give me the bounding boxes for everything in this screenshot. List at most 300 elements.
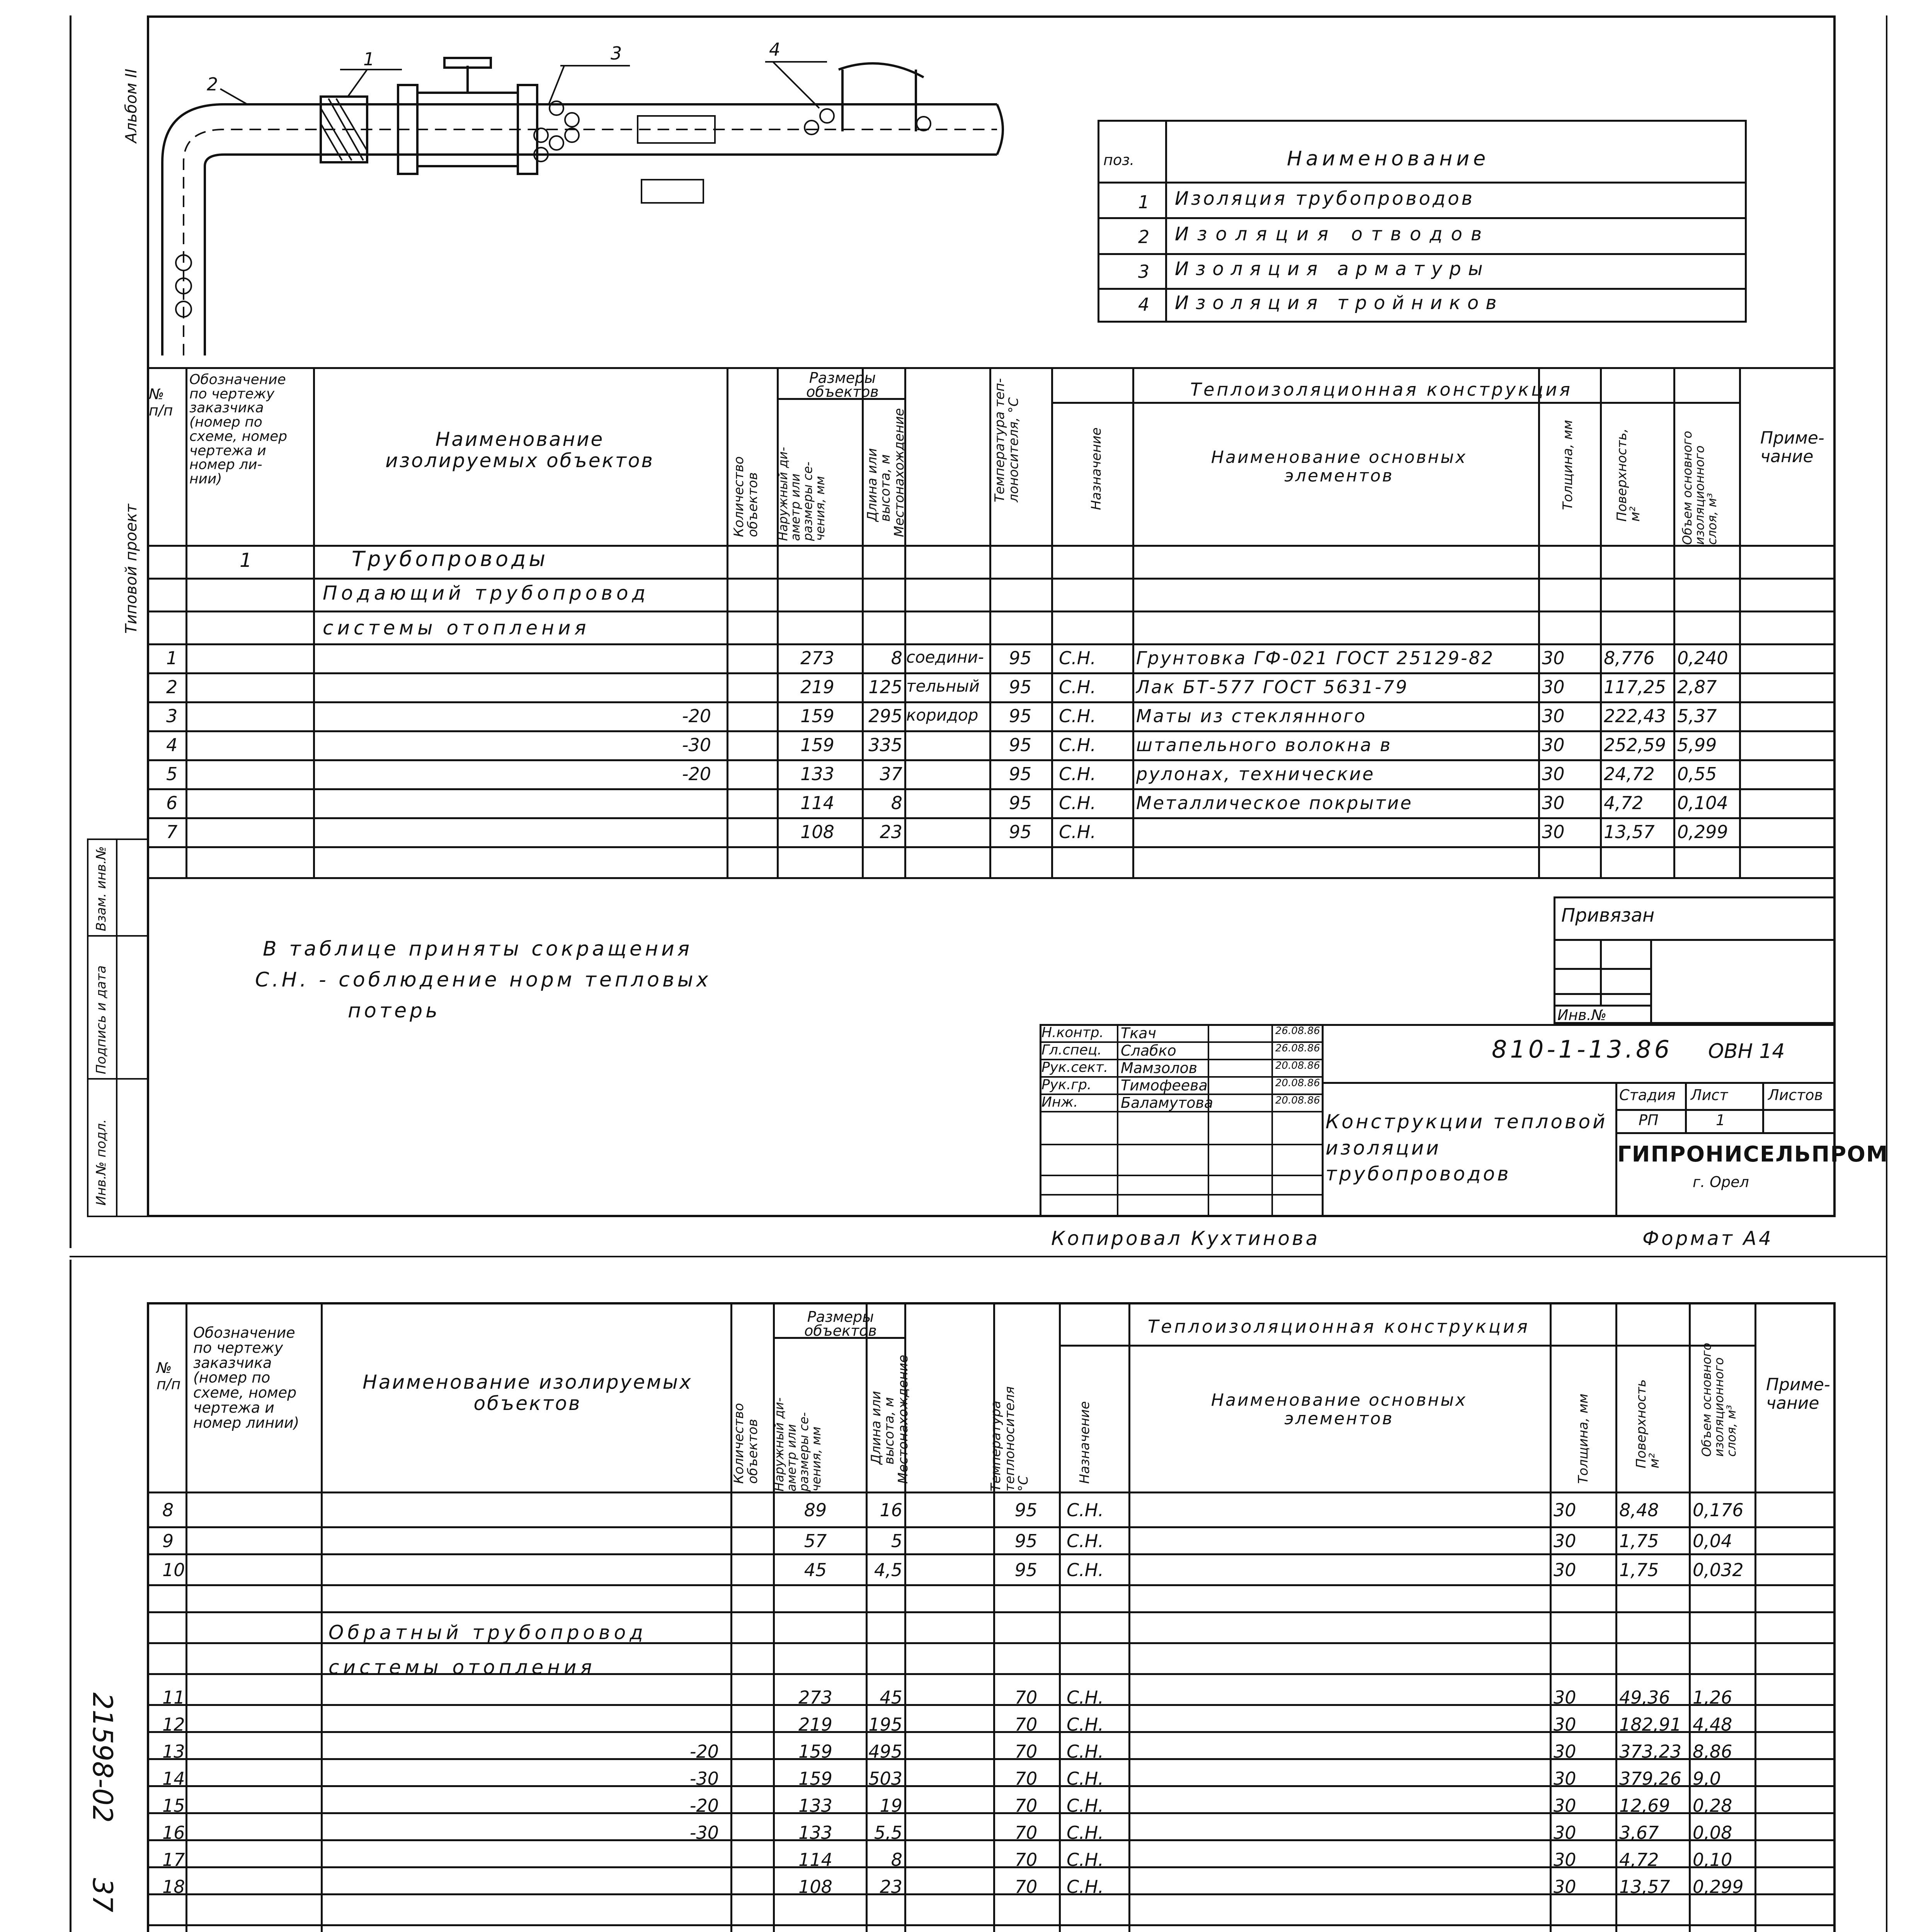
sheet1-col-line-6 xyxy=(989,367,991,877)
row-temp: 95 xyxy=(1009,821,1032,842)
sheet2-col-line-9 xyxy=(1550,1302,1552,1932)
row-name: -20 xyxy=(682,706,711,726)
centerline xyxy=(184,129,997,355)
row-volume: 9,0 xyxy=(1693,1768,1721,1789)
stamp1-sign-row-7 xyxy=(1040,1175,1322,1176)
row-volume: 0,28 xyxy=(1693,1795,1732,1816)
sheet1-row-line-3 xyxy=(147,643,1836,645)
s1-subsection-1: Подающий трубопровод xyxy=(323,582,649,604)
row-thickness: 30 xyxy=(1554,1560,1576,1580)
sheet2-col-line-1 xyxy=(321,1302,323,1932)
row-purpose: С.Н. xyxy=(1059,706,1096,726)
row-num: 12 xyxy=(162,1714,185,1735)
signer-role: Гл.спец. xyxy=(1041,1042,1102,1058)
h2-diam: Наружный ди- аметр или размеры се- чения, мм xyxy=(772,1397,824,1492)
h1-sizes: Размеры объектов xyxy=(806,369,879,401)
row-diameter: 114 xyxy=(798,1849,832,1870)
s1-note-1: В таблице приняты сокращения xyxy=(263,937,693,961)
sheet1-col-line-12 xyxy=(1739,367,1741,877)
row-volume: 2,87 xyxy=(1677,677,1717,697)
row-num: 15 xyxy=(162,1795,185,1816)
row-temp: 70 xyxy=(1014,1876,1038,1897)
row-elements: Лак БТ-577 ГОСТ 5631-79 xyxy=(1136,677,1409,697)
row-length: 23 xyxy=(880,1876,902,1897)
row-num: 18 xyxy=(162,1876,185,1897)
sheet1-col-line-11 xyxy=(1673,367,1675,877)
side-page-number: 37 xyxy=(87,1878,118,1913)
row-temp: 95 xyxy=(1009,793,1032,813)
s1-note-2: С.Н. - соблюдение норм тепловых xyxy=(255,968,711,992)
legend-name-4: Изоляция тройников xyxy=(1175,292,1504,314)
sheet1-col-line-1 xyxy=(313,367,315,877)
row-purpose: С.Н. xyxy=(1059,648,1096,668)
sheet1-col-line-3 xyxy=(777,367,779,877)
stamp1-sign-row-3 xyxy=(1040,1076,1322,1078)
row-location: тельный xyxy=(906,677,980,696)
sheet2-row-line-4 xyxy=(147,1611,1836,1613)
sheet2-row-line-15 xyxy=(147,1924,1836,1926)
stamp1-sheet-label: Лист xyxy=(1691,1087,1728,1104)
row-temp: 95 xyxy=(1009,648,1032,668)
row-diameter: 159 xyxy=(798,1741,832,1762)
sheet2-row-line-2 xyxy=(147,1553,1836,1555)
row-surface: 222,43 xyxy=(1604,706,1666,726)
row-thickness: 30 xyxy=(1554,1741,1576,1762)
row-purpose: С.Н. xyxy=(1059,793,1096,813)
sheet1-col-line-9 xyxy=(1538,367,1540,877)
row-volume: 1,26 xyxy=(1693,1687,1732,1708)
signer-name: Мамзолов xyxy=(1121,1060,1198,1077)
row-thickness: 30 xyxy=(1554,1795,1576,1816)
row-length: 4,5 xyxy=(874,1560,902,1580)
row-surface: 373,23 xyxy=(1619,1741,1681,1762)
right-edge xyxy=(1886,15,1887,1932)
stamp1-sign-row-8 xyxy=(1040,1194,1322,1196)
row-thickness: 30 xyxy=(1542,735,1565,755)
sheet1-row-line-5 xyxy=(147,701,1836,703)
stamp1-h-code xyxy=(1322,1082,1836,1084)
row-volume: 0,08 xyxy=(1693,1822,1732,1843)
row-temp: 95 xyxy=(1014,1531,1038,1551)
row-thickness: 30 xyxy=(1554,1768,1576,1789)
row-length: 19 xyxy=(880,1795,902,1816)
elbow-outer xyxy=(162,104,997,355)
stamp1-lb-v2 xyxy=(1650,939,1652,1024)
row-num: 3 xyxy=(166,706,178,726)
sheet2-col-line-7 xyxy=(1059,1302,1061,1932)
h2-construction: Теплоизоляционная конструкция xyxy=(1148,1316,1530,1337)
row-purpose: С.Н. xyxy=(1067,1849,1104,1870)
row-length: 8 xyxy=(891,1849,902,1870)
row-thickness: 30 xyxy=(1542,793,1565,813)
row-temp: 70 xyxy=(1014,1795,1038,1816)
row-length: 335 xyxy=(868,735,902,755)
sheet1-row-line-9 xyxy=(147,817,1836,819)
h1-location: Местонахождение xyxy=(892,408,907,537)
row-temp: 70 xyxy=(1014,1849,1038,1870)
row-diameter: 114 xyxy=(800,793,834,813)
side-vzam: Взам. инв.№ xyxy=(94,846,109,931)
row-num: 7 xyxy=(166,821,178,842)
stamp1-title: Конструкции тепловой изоляции трубопроводов xyxy=(1326,1111,1608,1185)
row-num: 4 xyxy=(166,735,178,755)
row-thickness: 30 xyxy=(1554,1714,1576,1735)
row-num: 16 xyxy=(162,1822,185,1843)
row-purpose: С.Н. xyxy=(1067,1795,1104,1816)
stamp1-lb-h2 xyxy=(1554,968,1650,970)
row-purpose: С.Н. xyxy=(1059,821,1096,842)
stamp1-copied: Копировал Кухтинова xyxy=(1051,1227,1320,1250)
signer-date: 20.08.86 xyxy=(1275,1095,1320,1106)
sheet2-col-line-2 xyxy=(730,1302,732,1932)
sheet1-constr-line xyxy=(1051,402,1739,404)
row-num: 1 xyxy=(166,648,178,668)
sheet1-top-line xyxy=(147,367,1836,369)
side-album: Альбом II xyxy=(123,68,140,143)
h1-name: Наименование изолируемых объектов xyxy=(385,428,654,472)
row-temp: 70 xyxy=(1014,1822,1038,1843)
signer-role: Рук.гр. xyxy=(1041,1077,1092,1093)
signer-name: Тимофеева xyxy=(1121,1077,1208,1094)
row-volume: 0,55 xyxy=(1677,764,1717,784)
row-volume: 0,176 xyxy=(1693,1500,1744,1520)
row-num: 13 xyxy=(162,1741,185,1762)
stamp1-sign-row-0 xyxy=(1040,1024,1322,1026)
h2-name: Наименование изолируемых объектов xyxy=(362,1371,693,1415)
row-surface: 379,26 xyxy=(1619,1768,1681,1789)
sheet1-row-line-4 xyxy=(147,672,1836,674)
side-stamp1-h2 xyxy=(87,1078,149,1080)
callout-1: 1 xyxy=(363,49,375,70)
legend-h1 xyxy=(1098,182,1747,184)
h2-volume: Объем основного изоляционного слоя, м³ xyxy=(1699,1343,1739,1457)
row-length: 195 xyxy=(868,1714,902,1735)
row-purpose: С.Н. xyxy=(1059,764,1096,784)
sheet2-row-line-1 xyxy=(147,1526,1836,1528)
legend-pos-4: 4 xyxy=(1138,294,1150,315)
fold-line xyxy=(70,1256,1886,1257)
row-location: коридор xyxy=(906,706,978,724)
row-diameter: 45 xyxy=(804,1560,827,1580)
h2-elements: Наименование основных элементов xyxy=(1211,1390,1467,1429)
row-length: 5 xyxy=(891,1531,902,1551)
row-volume: 0,299 xyxy=(1677,821,1728,842)
row-purpose: С.Н. xyxy=(1067,1741,1104,1762)
row-surface: 4,72 xyxy=(1619,1849,1659,1870)
side-archive-code: 21598-02 xyxy=(87,1692,118,1823)
signer-date: 26.08.86 xyxy=(1275,1043,1320,1054)
stamp1-h-stage2 xyxy=(1615,1132,1836,1134)
row-length: 503 xyxy=(868,1768,902,1789)
row-purpose: С.Н. xyxy=(1067,1768,1104,1789)
row-diameter: 108 xyxy=(800,821,834,842)
row-num: 8 xyxy=(162,1500,174,1520)
row-surface: 4,72 xyxy=(1604,793,1644,813)
row-name: -30 xyxy=(689,1822,719,1843)
row-surface: 117,25 xyxy=(1604,677,1666,697)
h1-surface: Поверхность, м² xyxy=(1614,428,1643,522)
row-surface: 49,36 xyxy=(1619,1687,1670,1708)
row-name: -30 xyxy=(689,1768,719,1789)
row-elements: Грунтовка ГФ-021 ГОСТ 25129-82 xyxy=(1136,648,1495,668)
row-purpose: С.Н. xyxy=(1067,1714,1104,1735)
s1-note-3: потерь xyxy=(348,999,441,1022)
row-diameter: 159 xyxy=(798,1768,832,1789)
side-stamp1-split xyxy=(116,838,117,1217)
legend-name-2: Изоляция отводов xyxy=(1175,223,1491,245)
h2-sizes: Размеры объектов xyxy=(804,1308,877,1340)
pipe-end xyxy=(997,104,1003,155)
row-diameter: 273 xyxy=(798,1687,832,1708)
row-temp: 95 xyxy=(1014,1560,1038,1580)
s2-sub-a2: системы отопления xyxy=(328,1656,596,1679)
sheet2-constr-line xyxy=(1059,1345,1754,1347)
row-thickness: 30 xyxy=(1542,821,1565,842)
h1-designation: Обозначение по чертежу заказчика (номер по схеме, номер чертежа и номер ли- нии) xyxy=(189,372,288,487)
row-elements: рулонах, технические xyxy=(1136,764,1375,784)
row-volume: 5,37 xyxy=(1677,706,1717,726)
signer-date: 20.08.86 xyxy=(1275,1060,1320,1071)
h2-num: № п/п xyxy=(157,1359,181,1393)
row-num: 11 xyxy=(162,1687,185,1708)
stamp1-lb-h1 xyxy=(1554,939,1836,941)
legend-name-3: Изоляция арматуры xyxy=(1175,258,1490,280)
row-diameter: 219 xyxy=(800,677,834,697)
row-surface: 1,75 xyxy=(1619,1531,1659,1551)
sheet2-row-line-3 xyxy=(147,1584,1836,1586)
row-location: соедини- xyxy=(906,648,984,667)
row-temp: 95 xyxy=(1009,677,1032,697)
sheet1-col-line-7 xyxy=(1051,367,1053,877)
row-volume: 5,99 xyxy=(1677,735,1717,755)
row-temp: 95 xyxy=(1009,706,1032,726)
stamp1-sign-col-1 xyxy=(1208,1024,1209,1217)
row-temp: 95 xyxy=(1014,1500,1038,1520)
s1-subsection-2: системы отопления xyxy=(323,617,590,639)
h2-designation: Обозначение по чертежу заказчика (номер по схеме, номер чертежа и номер линии) xyxy=(193,1324,299,1431)
h1-diam: Наружный ди- аметр или размеры се- чения, мм xyxy=(776,447,827,541)
h1-elements: Наименование основных элементов xyxy=(1211,447,1467,486)
row-volume: 0,104 xyxy=(1677,793,1728,813)
stamp1-sign-col-0 xyxy=(1117,1024,1118,1217)
stamp1-sign-row-2 xyxy=(1040,1059,1322,1060)
sheet1-row-line-1 xyxy=(147,578,1836,580)
sheet1-row-line-10 xyxy=(147,846,1836,848)
stamp1-code: 810-1-13.86 xyxy=(1492,1035,1673,1063)
h2-length: Длина или высота, м xyxy=(868,1391,897,1464)
row-length: 8 xyxy=(891,648,902,668)
row-diameter: 133 xyxy=(798,1822,832,1843)
row-diameter: 57 xyxy=(804,1531,827,1551)
stamp1-sheets-label: Листов xyxy=(1768,1087,1823,1104)
side-stamp1-h1 xyxy=(87,935,149,937)
row-surface: 12,69 xyxy=(1619,1795,1670,1816)
sheet2-col-line-12 xyxy=(1754,1302,1756,1932)
legend-name-1: Изоляция трубопроводов xyxy=(1175,188,1475,209)
sheet1-row-line-6 xyxy=(147,730,1836,732)
row-thickness: 30 xyxy=(1554,1531,1576,1551)
signer-name: Слабко xyxy=(1121,1042,1176,1059)
row-name: -30 xyxy=(682,735,711,755)
row-volume: 0,299 xyxy=(1693,1876,1744,1897)
legend-pos-1: 1 xyxy=(1138,192,1150,213)
signer-role: Н.контр. xyxy=(1041,1025,1104,1041)
sheet2-col-line-10 xyxy=(1615,1302,1617,1932)
h2-purpose: Назначение xyxy=(1077,1401,1092,1484)
signer-name: Ткач xyxy=(1121,1025,1156,1042)
legend-h2 xyxy=(1098,217,1747,219)
stamp1-org: ГИПРОНИСЕЛЬПРОМ xyxy=(1617,1142,1889,1167)
row-surface: 1,75 xyxy=(1619,1560,1659,1580)
row-thickness: 30 xyxy=(1542,706,1565,726)
h1-volume: Объем основного изоляционного слоя, м³ xyxy=(1680,431,1719,545)
sheet1-row-line-11 xyxy=(147,877,1836,879)
sheet2-col-line-11 xyxy=(1689,1302,1691,1932)
stamp1-v-st2 xyxy=(1762,1082,1764,1132)
sheet2-left-border xyxy=(70,1260,71,1932)
stamp1-linked: Привязан xyxy=(1561,905,1655,926)
row-thickness: 30 xyxy=(1542,648,1565,668)
stamp1-sign-row-6 xyxy=(1040,1144,1322,1145)
sheet2-col-line-8 xyxy=(1128,1302,1130,1932)
h1-num: № п/п xyxy=(149,386,173,419)
row-length: 23 xyxy=(880,821,902,842)
row-elements: штапельного волокна в xyxy=(1136,735,1392,755)
row-length: 37 xyxy=(880,764,902,784)
signer-name: Баламутова xyxy=(1121,1094,1213,1111)
row-temp: 70 xyxy=(1014,1714,1038,1735)
row-name: -20 xyxy=(689,1795,719,1816)
stamp1-sign-row-5 xyxy=(1040,1111,1322,1112)
sheet1-row-line-8 xyxy=(147,788,1836,790)
row-thickness: 30 xyxy=(1554,1500,1576,1520)
stamp1-sign-row-4 xyxy=(1040,1094,1322,1095)
row-purpose: С.Н. xyxy=(1067,1822,1104,1843)
row-temp: 70 xyxy=(1014,1741,1038,1762)
row-diameter: 108 xyxy=(798,1876,832,1897)
sheet2-row-line-0 xyxy=(147,1492,1836,1493)
side-project: Типовой проект xyxy=(123,504,140,634)
row-volume: 0,10 xyxy=(1693,1849,1732,1870)
row-num: 14 xyxy=(162,1768,185,1789)
row-elements: Маты из стеклянного xyxy=(1136,706,1367,726)
callout-4: 4 xyxy=(769,39,781,60)
row-thickness: 30 xyxy=(1542,764,1565,784)
row-purpose: С.Н. xyxy=(1059,677,1096,697)
row-purpose: С.Н. xyxy=(1067,1500,1104,1520)
legend-col-pos: поз. xyxy=(1103,151,1135,168)
stamp1-stage: РП xyxy=(1639,1112,1659,1129)
h1-purpose: Назначение xyxy=(1089,427,1104,510)
h1-note: Приме- чание xyxy=(1760,428,1824,467)
h2-note: Приме- чание xyxy=(1766,1375,1830,1413)
h2-qty: Количество объектов xyxy=(731,1403,761,1484)
row-num: 9 xyxy=(162,1531,174,1551)
row-elements: Металлическое покрытие xyxy=(1136,793,1413,813)
row-length: 16 xyxy=(880,1500,902,1520)
row-diameter: 159 xyxy=(800,735,834,755)
row-diameter: 159 xyxy=(800,706,834,726)
h1-qty: Количество объектов xyxy=(731,456,761,537)
row-surface: 3,67 xyxy=(1619,1822,1659,1843)
row-diameter: 89 xyxy=(804,1500,827,1520)
h1-construction: Теплоизоляционная конструкция xyxy=(1190,379,1572,400)
sheet2-col-line-3 xyxy=(773,1302,775,1932)
row-length: 295 xyxy=(868,706,902,726)
row-surface: 24,72 xyxy=(1604,764,1655,784)
row-length: 495 xyxy=(868,1741,902,1762)
stamp1-code-suffix: ОВН 14 xyxy=(1708,1040,1785,1063)
row-surface: 13,57 xyxy=(1604,821,1655,842)
elbow-inner xyxy=(205,155,997,355)
row-name: -20 xyxy=(689,1741,719,1762)
tee-branch xyxy=(839,63,924,131)
row-thickness: 30 xyxy=(1542,677,1565,697)
row-name: -20 xyxy=(682,764,711,784)
callout-2: 2 xyxy=(207,74,218,95)
row-purpose: С.Н. xyxy=(1067,1560,1104,1580)
row-length: 125 xyxy=(868,677,902,697)
sheet1-col-line-2 xyxy=(727,367,728,877)
s1-section-no: 1 xyxy=(240,549,252,571)
stamp1-sign-col-2 xyxy=(1271,1024,1273,1217)
stamp1-h-stage xyxy=(1615,1109,1836,1111)
pipe-insulation-drawing xyxy=(147,15,1136,371)
signer-date: 20.08.86 xyxy=(1275,1077,1320,1089)
legend-pos-2: 2 xyxy=(1138,226,1150,247)
signer-role: Инж. xyxy=(1041,1094,1078,1110)
row-surface: 8,48 xyxy=(1619,1500,1659,1520)
row-thickness: 30 xyxy=(1554,1822,1576,1843)
h2-thickness: Толщина, мм xyxy=(1576,1393,1591,1484)
stamp1-sign-row-1 xyxy=(1040,1041,1322,1043)
row-volume: 0,032 xyxy=(1693,1560,1744,1580)
row-thickness: 30 xyxy=(1554,1876,1576,1897)
stamp1-lb-v1 xyxy=(1600,939,1602,1005)
signer-role: Рук.сект. xyxy=(1041,1060,1108,1075)
row-num: 17 xyxy=(162,1849,185,1870)
row-surface: 252,59 xyxy=(1604,735,1666,755)
row-purpose: С.Н. xyxy=(1067,1531,1104,1551)
stamp1-format: Формат А4 xyxy=(1642,1227,1773,1250)
row-thickness: 30 xyxy=(1554,1849,1576,1870)
row-surface: 8,776 xyxy=(1604,648,1655,668)
sheet1-left-border xyxy=(70,15,71,1248)
sheet2-col-line-0 xyxy=(185,1302,187,1932)
stamp1-inv-no: Инв.№ xyxy=(1557,1007,1607,1024)
legend-col-split xyxy=(1165,120,1167,323)
row-temp: 95 xyxy=(1009,735,1032,755)
side-sign: Подпись и дата xyxy=(94,965,109,1074)
row-length: 45 xyxy=(880,1687,902,1708)
h1-temp: Температура теп- лоносителя, °С xyxy=(992,378,1021,502)
row-num: 5 xyxy=(166,764,178,784)
row-volume: 4,48 xyxy=(1693,1714,1732,1735)
callout-3: 3 xyxy=(611,43,622,64)
stamp1-v-st1 xyxy=(1685,1082,1687,1132)
stamp1-stage-label: Стадия xyxy=(1619,1087,1676,1104)
row-surface: 182,91 xyxy=(1619,1714,1681,1735)
row-length: 5,5 xyxy=(874,1822,902,1843)
row-thickness: 30 xyxy=(1554,1687,1576,1708)
row-surface: 13,57 xyxy=(1619,1876,1670,1897)
row-purpose: С.Н. xyxy=(1067,1876,1104,1897)
side-invp: Инв.№ подл. xyxy=(94,1119,109,1206)
row-purpose: С.Н. xyxy=(1059,735,1096,755)
row-diameter: 133 xyxy=(800,764,834,784)
row-volume: 0,04 xyxy=(1693,1531,1732,1551)
row-length: 8 xyxy=(891,793,902,813)
